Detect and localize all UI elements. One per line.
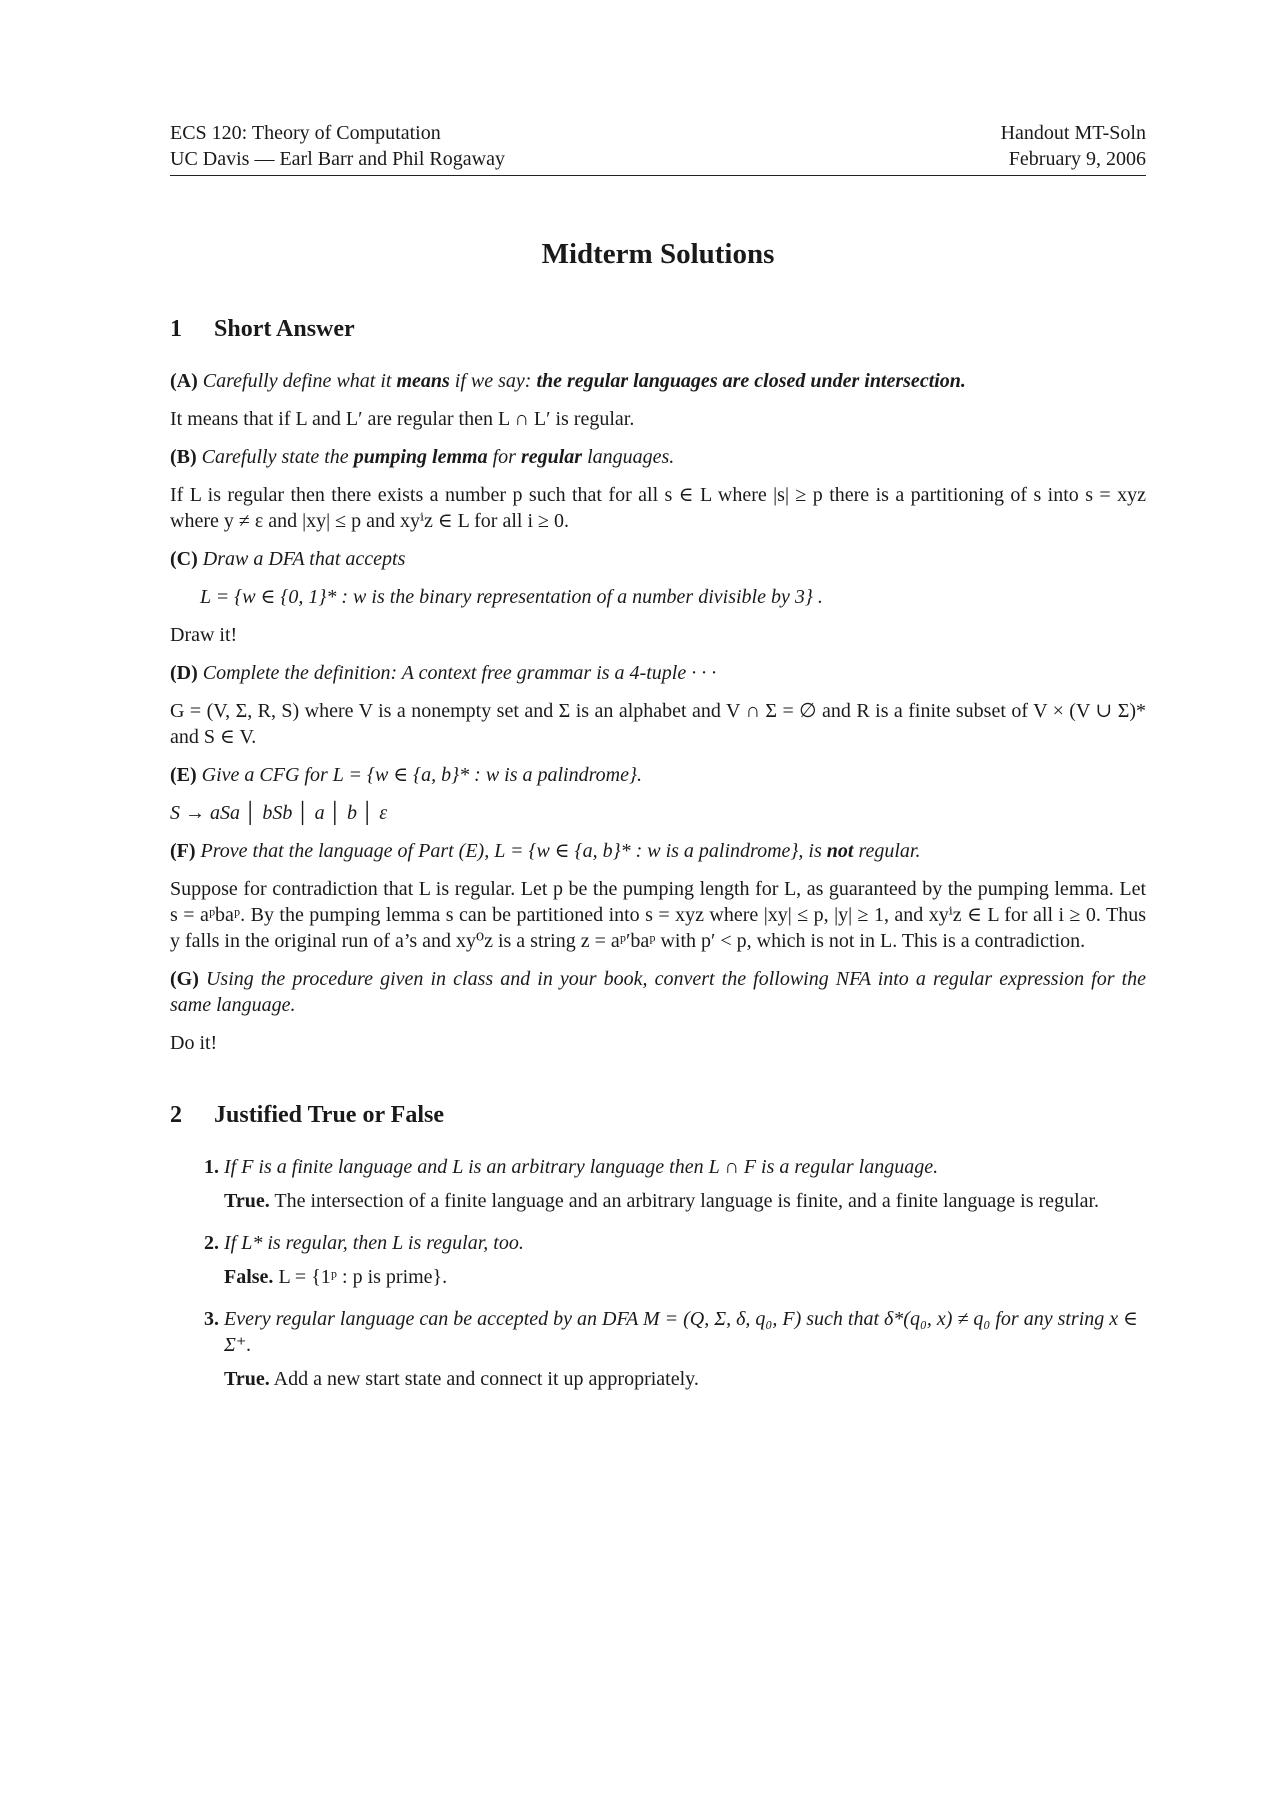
handout-id: Handout MT-Soln — [1000, 122, 1146, 144]
section-gap — [170, 1068, 1146, 1100]
question-text: Carefully define what it — [202, 370, 392, 392]
question-text: Prove that the language of Part (E), L = {w ∈ {a, b}* : w is a palindrome}, is — [200, 840, 822, 862]
question-e — [170, 762, 1146, 788]
answer-f: Suppose for contradiction that L is regular. Let p be the pumping length for L, as guaranteed by the pumping lemma. Let s = aᵖbaᵖ. By the pumping lemma s can be partitioned into s = xyz where |xy| ≤ p, |y| ≥ 1, and xyⁱz ∈ L for all i ≥ 0. Thus y falls in the original run of a’s and xy⁰z is a string z = aᵖ′baᵖ with p′ < p, which is not in L. This is a contradiction. — [170, 878, 1146, 952]
section-number: 2 — [170, 1102, 182, 1128]
tf-verdict: True. — [224, 1368, 270, 1390]
tf-justification: The intersection of a finite language and an arbitrary language is finite, and a finite language is regular. — [274, 1190, 1100, 1212]
question-a — [170, 368, 1146, 394]
answer-e: S → aSa │ bSb │ a │ b │ ε — [170, 802, 388, 824]
authors: UC Davis — Earl Barr and Phil Rogaway — [170, 148, 505, 170]
section-2-heading — [170, 1100, 1146, 1130]
question-text: for — [492, 446, 516, 468]
answer-a: It means that if L and L′ are regular then L ∩ L′ is regular. — [170, 408, 635, 430]
question-emphasis: pumping lemma — [353, 446, 488, 468]
true-false-list — [170, 1154, 1146, 1392]
question-label: (B) — [170, 446, 197, 468]
question-c — [170, 546, 1146, 572]
tf-justification: Add a new start state and connect it up appropriately. — [273, 1368, 699, 1390]
question-text: languages. — [587, 446, 675, 468]
question-label: (F) — [170, 840, 196, 862]
question-text: Complete the definition: A context free grammar is a 4-tuple · · · — [202, 662, 717, 684]
list-item — [224, 1154, 1146, 1214]
question-b — [170, 444, 1146, 470]
tf-justification: L = {1ᵖ : p is prime}. — [278, 1266, 448, 1288]
tf-answer — [224, 1366, 1146, 1392]
question-f — [170, 838, 1146, 864]
question-label: (C) — [170, 548, 198, 570]
tf-verdict: True. — [224, 1190, 270, 1212]
tf-question: 1. If F is a finite language and L is an arbitrary language then L ∩ F is a regular language. — [224, 1156, 939, 1178]
question-text: Using the procedure given in class and in your book, convert the following NFA into a regular expression for the same language. — [170, 968, 1146, 1016]
question-emphasis: means — [396, 370, 450, 392]
question-label: (G) — [170, 968, 199, 990]
section-number: 1 — [170, 316, 182, 342]
handout-date: February 9, 2006 — [1008, 148, 1146, 170]
list-item — [224, 1306, 1146, 1392]
question-label: (D) — [170, 662, 198, 684]
answer-c: Draw it! — [170, 624, 238, 646]
question-text: Give a CFG for L = {w ∈ {a, b}* : w is a palindrome}. — [201, 764, 642, 786]
question-emphasis: regular — [520, 446, 583, 468]
question-emphasis: not — [826, 840, 854, 862]
question-d — [170, 660, 1146, 686]
tf-verdict: False. — [224, 1266, 274, 1288]
question-label: (A) — [170, 370, 198, 392]
page-header — [170, 120, 1146, 176]
section-1-heading — [170, 314, 1146, 344]
page-title: Midterm Solutions — [541, 238, 775, 270]
tf-question: 3. Every regular language can be accepted by an DFA M = (Q, Σ, δ, q₀, F) such that δ*(q₀, x) ≠ q₀ for any string x ∈ Σ⁺. — [224, 1308, 1138, 1356]
document-body — [170, 236, 1146, 1408]
course-name: ECS 120: Theory of Computation — [170, 122, 441, 144]
question-emphasis: the regular languages are closed under intersection. — [536, 370, 966, 392]
question-g — [170, 966, 1146, 1018]
question-text: regular. — [858, 840, 921, 862]
question-text: if we say: — [454, 370, 532, 392]
list-item — [224, 1230, 1146, 1290]
tf-answer — [224, 1264, 1146, 1290]
header-left — [170, 120, 505, 172]
question-c-display: L = {w ∈ {0, 1}* : w is the binary representation of a number divisible by 3} . — [200, 586, 823, 608]
section-title: Justified True or False — [214, 1102, 444, 1128]
section-title: Short Answer — [214, 316, 355, 342]
tf-question: 2. If L* is regular, then L is regular, too. — [224, 1232, 524, 1254]
question-text: Draw a DFA that accepts — [202, 548, 406, 570]
answer-d: G = (V, Σ, R, S) where V is a nonempty set and Σ is an alphabet and V ∩ Σ = ∅ and R is a finite subset of V × (V ∪ Σ)* and S ∈ V. — [170, 700, 1146, 748]
question-text: Carefully state the — [201, 446, 349, 468]
answer-g: Do it! — [170, 1032, 218, 1054]
question-label: (E) — [170, 764, 197, 786]
answer-b: If L is regular then there exists a number p such that for all s ∈ L where |s| ≥ p there is a partitioning of s into s = xyz where y ≠ ε and |xy| ≤ p and xyⁱz ∈ L for all i ≥ 0. — [170, 484, 1146, 532]
tf-answer — [224, 1188, 1146, 1214]
header-right — [1001, 120, 1146, 172]
